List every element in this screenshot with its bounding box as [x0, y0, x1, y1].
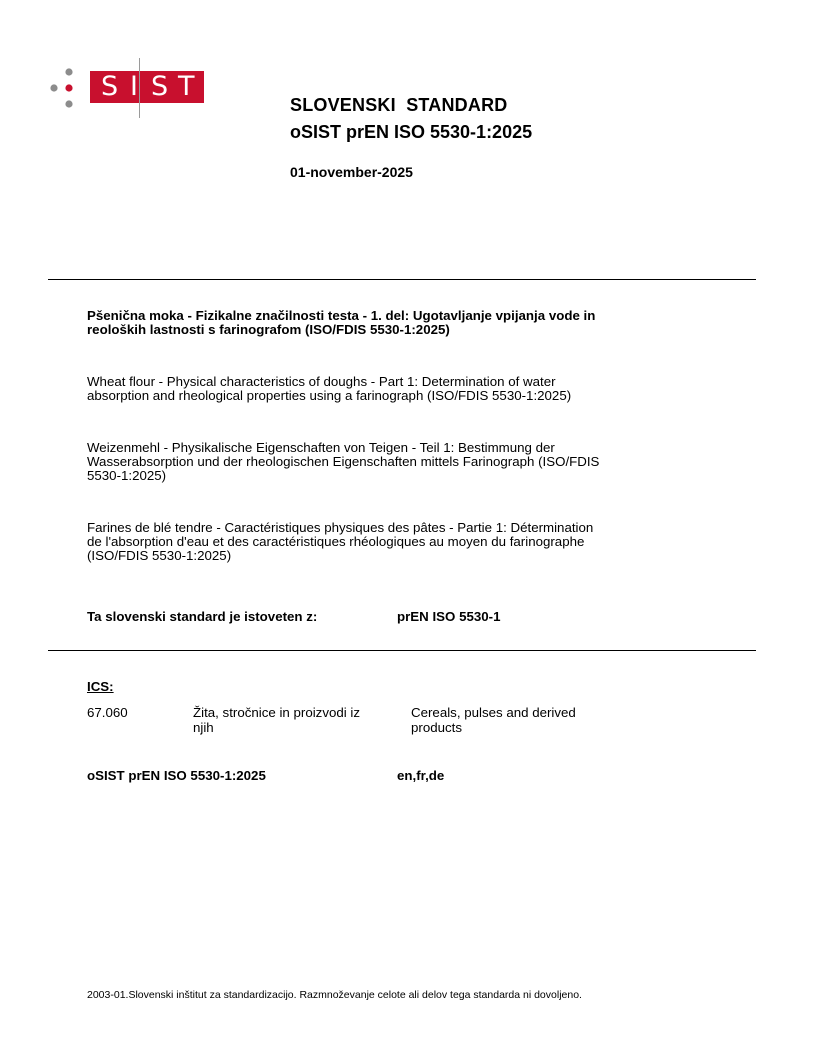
ics-code: 67.060 [87, 705, 128, 720]
middle-divider [48, 650, 756, 651]
identical-label: Ta slovenski standard je istoveten z: [87, 609, 318, 624]
logo-dot-top [65, 68, 72, 75]
copyright-footer: 2003-01.Slovenski inštitut za standardizacijo. Razmnoževanje celote ali delov tega standarda ni dovoljeno. [87, 989, 582, 1001]
title-sl: Pšenična moka - Fizikalne značilnosti testa - 1. del: Ugotavljanje vpijanja vode in reoloških lastnosti s farinografom (ISO/FDIS 5530-1:2025) [87, 308, 596, 337]
logo-dot-center [65, 84, 72, 91]
top-divider [48, 279, 756, 280]
ics-description-sl: Žita, stročnice in proizvodi iz njih [193, 705, 361, 735]
identical-value: prEN ISO 5530-1 [397, 609, 501, 624]
logo-dot-bottom [65, 100, 72, 107]
logo-divider [139, 58, 140, 118]
publication-date: 01-november-2025 [290, 164, 413, 180]
bottom-code: oSIST prEN ISO 5530-1:2025 [87, 768, 266, 783]
sist-logo-dots [46, 64, 86, 110]
standard-heading: SLOVENSKI STANDARD [290, 95, 508, 115]
title-de: Weizenmehl - Physikalische Eigenschaften von Teigen - Teil 1: Bestimmung der Wasserabsorption und der rheologischen Eigenschaften mittels Farinograph (ISO/FDIS 5530-1:2025) [87, 440, 600, 483]
bottom-languages: en,fr,de [397, 768, 445, 783]
ics-description-en: Cereals, pulses and derived products [411, 705, 576, 735]
logo-dot-left [50, 84, 57, 91]
ics-label: ICS: [87, 679, 114, 694]
sist-logo-text: S I S T [101, 71, 195, 102]
title-fr: Farines de blé tendre - Caractéristiques physiques des pâtes - Partie 1: Détermination de l'absorption d'eau et des caractéristiques rhéologiques au moyen du farinographe (ISO/FDIS 5530-1:2025) [87, 520, 594, 563]
standard-code: oSIST prEN ISO 5530-1:2025 [290, 122, 533, 142]
title-en: Wheat flour - Physical characteristics of doughs - Part 1: Determination of water absorption and rheological properties using a farinograph (ISO/FDIS 5530-1:2025) [87, 374, 572, 403]
